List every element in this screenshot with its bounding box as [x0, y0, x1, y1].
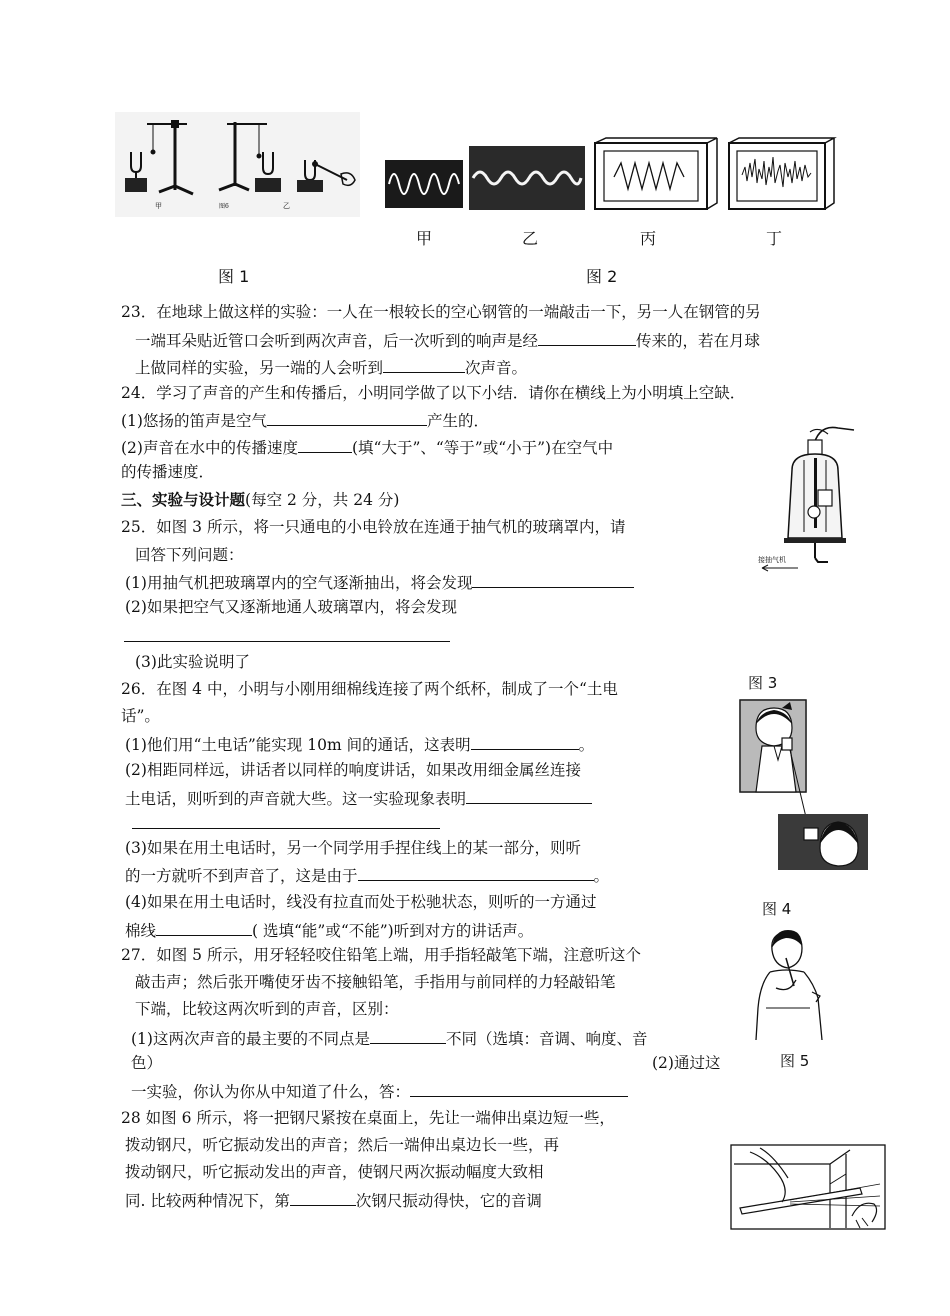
q26-blank-1[interactable] — [471, 733, 579, 750]
q23-line3 — [135, 356, 527, 378]
q28-line4b: 次钢尺振动得快，它的音调 — [355, 1192, 542, 1210]
q27-part1b: 不同（选填：音调、响度、音 — [445, 1030, 648, 1048]
q24-part2b: (填“大于”、“等于”或“小于”)在空气中 — [351, 439, 614, 457]
q25-part1-text: (1)用抽气机把玻璃罩内的空气逐渐抽出，将会发现 — [125, 574, 473, 592]
figure-4-caption: 图 4 — [762, 900, 792, 918]
q27-part1a: (1)这两次声音的最主要的不同点是 — [131, 1030, 370, 1048]
q24-part1a: (1)悠扬的笛声是空气 — [121, 412, 267, 430]
q26-line1: 26．在图 4 中，小明与小刚用细棉线连接了两个纸杯，制成了一个“土电 — [121, 680, 618, 698]
q23-line2b: 传来的，若在月球 — [636, 332, 761, 350]
q27-part1 — [131, 1027, 647, 1049]
q24-part1b: 产生的． — [426, 412, 489, 430]
q26-part4b: 棉线 — [125, 922, 157, 940]
q25-blank-1[interactable] — [472, 571, 634, 588]
q25-blank-2[interactable] — [124, 641, 450, 642]
q28-line4 — [125, 1189, 542, 1211]
q23-blank-1[interactable] — [538, 329, 636, 346]
fig2-label-bing: 丙 — [640, 229, 657, 248]
q27-part1c: 色） — [131, 1054, 163, 1072]
q25-part2: (2)如果把空气又逐渐地通人玻璃罩内，将会发现 — [125, 598, 457, 616]
q23-line3b: 次声音。 — [465, 359, 528, 377]
figure-2-caption: 图 2 — [586, 267, 618, 286]
q26-part3b-row — [125, 864, 609, 886]
q26-part1 — [125, 733, 594, 755]
figure-6-ruler-on-desk — [730, 1144, 886, 1230]
figure-4-string-telephone — [738, 698, 870, 872]
q26-blank-4[interactable] — [156, 919, 252, 936]
q25-line1: 25．如图 3 所示，将一只通电的小电铃放在连通于抽气机的玻璃罩内，请 — [121, 518, 626, 536]
q27-blank-1[interactable] — [370, 1027, 446, 1044]
q23-line1: 23．在地球上做这样的实验：一人在一根较长的空心钢管的一端敲击一下，另一人在钢管的另 — [121, 303, 761, 321]
svg-text:乙: 乙 — [283, 202, 290, 210]
figure-5-boy-pencil — [750, 928, 826, 1046]
waveform-bing — [594, 137, 719, 212]
q26-part3a: (3)如果在用土电话时，另一个同学用手捏住线上的某一部分，则听 — [125, 839, 581, 857]
q28-line4a: 同. 比较两种情况下，第 — [125, 1192, 290, 1210]
section-3-title: 三、实验与设计题 — [121, 491, 246, 509]
q26-part2b-row — [125, 787, 592, 809]
q23-line3a: 上做同样的实验，另一端的人会听到 — [135, 359, 384, 377]
figure-1-illustration — [115, 112, 360, 217]
q24-part2c: 的传播速度． — [121, 463, 215, 481]
q28-line2: 拨动钢尺，听它振动发出的声音；然后一端伸出桌边长一些，再 — [125, 1136, 560, 1154]
q26-blank-2[interactable] — [466, 787, 592, 804]
q23-line2 — [135, 329, 760, 351]
q27-part2b: 一实验，你认为你从中知道了什么，答： — [131, 1083, 411, 1101]
q25-part1 — [125, 571, 634, 593]
q27-part2a: (2)通过这 — [652, 1054, 721, 1072]
q26-part1b: 。 — [578, 736, 595, 754]
q26-line2: 话”。 — [121, 707, 160, 725]
q27-blank-2[interactable] — [410, 1080, 628, 1097]
q26-part4a: (4)如果在用土电话时，线没有拉直而处于松驰状态，则听的一方通过 — [125, 893, 597, 911]
figure-3-bell-jar — [758, 420, 858, 570]
q26-part2a: (2)相距同样远，讲话者以同样的响度讲话，如果改用细金属丝连接 — [125, 761, 581, 779]
fig2-label-yi: 乙 — [522, 229, 539, 248]
q26-part3b: 的一方就听不到声音了，这是由于 — [125, 867, 358, 885]
waveform-yi — [469, 146, 585, 210]
figure-5-caption: 图 5 — [780, 1052, 810, 1070]
svg-text:图6: 图6 — [219, 203, 229, 210]
figure-3-caption: 图 3 — [748, 674, 778, 692]
svg-text:甲: 甲 — [155, 202, 162, 210]
q26-blank-3[interactable] — [358, 864, 594, 881]
figure-1-caption: 图 1 — [218, 267, 250, 286]
q26-part2b: 土电话，则听到的声音就大些。这一实验现象表明 — [125, 790, 467, 808]
q24-part2a: (2)声音在水中的传播速度 — [121, 439, 298, 457]
q26-blank-2-cont[interactable] — [132, 828, 440, 829]
q28-blank-1[interactable] — [290, 1189, 356, 1206]
q27-line3: 下端，比较这两次听到的声音，区别： — [135, 1000, 399, 1018]
q26-part4c: ( 选填“能”或“不能”)听到对方的讲话声。 — [252, 922, 534, 940]
q26-part1a: (1)他们用“土电话”能实现 10m 间的通话，这表明 — [125, 736, 471, 754]
q28-line1: 28 如图 6 所示，将一把钢尺紧按在桌面上，先让一端伸出桌边短一些， — [121, 1109, 615, 1127]
fig2-label-jia: 甲 — [416, 229, 433, 248]
fig2-label-ding: 丁 — [766, 229, 783, 248]
q26-part3c: 。 — [593, 867, 610, 885]
q24-blank-2[interactable] — [298, 436, 352, 453]
q24-blank-1[interactable] — [267, 409, 427, 426]
q27-line2: 敲击声；然后张开嘴使牙齿不接触铅笔，手指用与前同样的力轻敲铅笔 — [135, 973, 616, 991]
waveform-ding — [728, 137, 836, 211]
q24-part2 — [121, 436, 613, 458]
q27-part2-row — [131, 1080, 628, 1102]
q25-line2: 回答下列问题： — [135, 546, 244, 564]
q23-line2a: 一端耳朵贴近管口会听到两次声音，后一次听到的响声是经 — [135, 332, 539, 350]
q24-part1 — [121, 409, 489, 431]
q25-part3: (3)此实验说明了 — [135, 653, 250, 671]
section-3-note: (每空 2 分，共 24 分) — [245, 491, 400, 509]
figure-3-pump-label: 接抽气机 — [758, 556, 786, 564]
waveform-jia — [385, 160, 463, 208]
section-3-heading — [121, 490, 399, 510]
q23-blank-2[interactable] — [383, 356, 465, 373]
q26-part4-row — [125, 919, 533, 941]
q28-line3: 拨动钢尺，听它振动发出的声音，使钢尺两次振动幅度大致相 — [125, 1163, 544, 1181]
q24-line1: 24．学习了声音的产生和传播后，小明同学做了以下小结．请你在横线上为小明填上空缺． — [121, 384, 746, 402]
q27-line1: 27．如图 5 所示，用牙轻轻咬住铅笔上端，用手指轻敲笔下端，注意听这个 — [121, 946, 641, 964]
